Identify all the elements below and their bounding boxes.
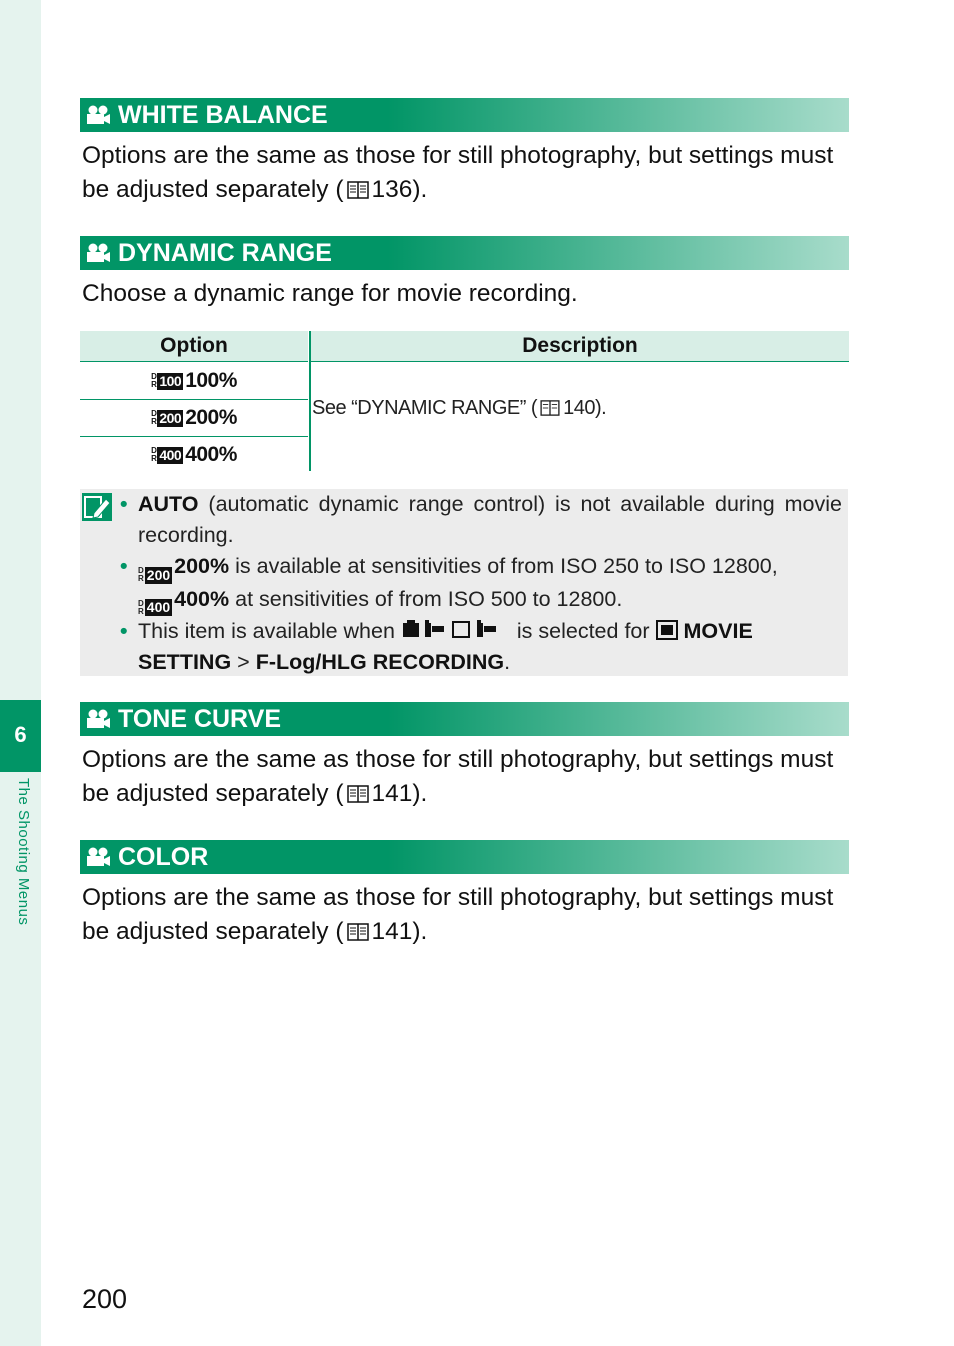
option-label: 200% bbox=[185, 406, 237, 429]
section-heading-dynamic-range bbox=[80, 236, 849, 270]
dr-icon: D R 400 bbox=[138, 598, 171, 616]
movie-camera-icon bbox=[84, 242, 112, 264]
dynamic-range-intro: Choose a dynamic range for movie recording. bbox=[82, 280, 578, 307]
page-reference[interactable]: 140 bbox=[563, 397, 595, 419]
body-text: Options are the same as those for still photography, but settings must be adjusted separately ( bbox=[82, 142, 834, 203]
page-reference[interactable]: 136 bbox=[371, 176, 413, 203]
section-heading-color bbox=[80, 840, 849, 874]
note-box bbox=[80, 489, 848, 676]
table-header-description: Description bbox=[311, 331, 849, 362]
body-text: Options are the same as those for still photography, but settings must be adjusted separately ( bbox=[82, 746, 834, 807]
dr-icon: D R 400 bbox=[151, 446, 182, 463]
note-item: • D R 200 200% is available at sensitivities of from ISO 250 to ISO 12800, D R 400 400% at sensitivities of from ISO 500 to 12800. bbox=[120, 554, 778, 616]
option-label: 400% bbox=[185, 443, 237, 466]
table-row bbox=[80, 363, 308, 400]
book-page-icon bbox=[347, 923, 369, 941]
dr-icon: D R 200 bbox=[151, 409, 182, 426]
page-reference[interactable]: 141 bbox=[371, 918, 413, 945]
section-title: DYNAMIC RANGE bbox=[118, 239, 332, 267]
table-header-option: Option bbox=[80, 331, 308, 362]
table-row bbox=[80, 400, 308, 437]
page-number: 200 bbox=[82, 1284, 128, 1314]
body-text-end: ). bbox=[412, 918, 428, 945]
body-text: Options are the same as those for still photography, but settings must be adjusted separately ( bbox=[82, 884, 834, 945]
book-page-icon bbox=[347, 181, 369, 199]
section-title: WHITE BALANCE bbox=[118, 101, 328, 129]
book-page-icon bbox=[347, 785, 369, 803]
section-body-color bbox=[82, 881, 850, 949]
body-text-end: ). bbox=[412, 176, 428, 203]
sidebar-strip bbox=[0, 0, 41, 1346]
movie-camera-icon bbox=[84, 846, 112, 868]
body-text-end: ). bbox=[412, 780, 428, 807]
option-label: 100% bbox=[185, 369, 237, 392]
section-body-white-balance bbox=[82, 139, 850, 207]
table-row bbox=[80, 437, 308, 473]
page-reference[interactable]: 141 bbox=[371, 780, 413, 807]
note-item: • This item is available when is selected for MOVIE SETTING > F-Log/HLG RECORDING. bbox=[120, 619, 753, 674]
description-cell: See “DYNAMIC RANGE” ( 140). bbox=[312, 397, 607, 419]
dr-icon: D R 100 bbox=[151, 372, 182, 389]
section-title: TONE CURVE bbox=[118, 705, 282, 733]
chapter-title: The Shooting Menus bbox=[15, 778, 32, 926]
pencil-note-icon bbox=[82, 493, 112, 521]
recording-output-icons bbox=[401, 620, 511, 640]
section-title: COLOR bbox=[118, 843, 209, 871]
chapter-number: 6 bbox=[14, 722, 27, 747]
section-heading-white-balance bbox=[80, 98, 849, 132]
note-item: • AUTO (automatic dynamic range control) is not available during movie recording. bbox=[120, 492, 842, 547]
section-body-tone-curve bbox=[82, 743, 850, 811]
movie-camera-icon bbox=[84, 708, 112, 730]
movie-setting-icon bbox=[656, 620, 678, 640]
dr-icon: D R 200 bbox=[138, 566, 171, 583]
movie-camera-icon bbox=[84, 104, 112, 126]
table-divider bbox=[309, 331, 311, 471]
section-heading-tone-curve bbox=[80, 702, 849, 736]
book-page-icon bbox=[540, 400, 560, 416]
